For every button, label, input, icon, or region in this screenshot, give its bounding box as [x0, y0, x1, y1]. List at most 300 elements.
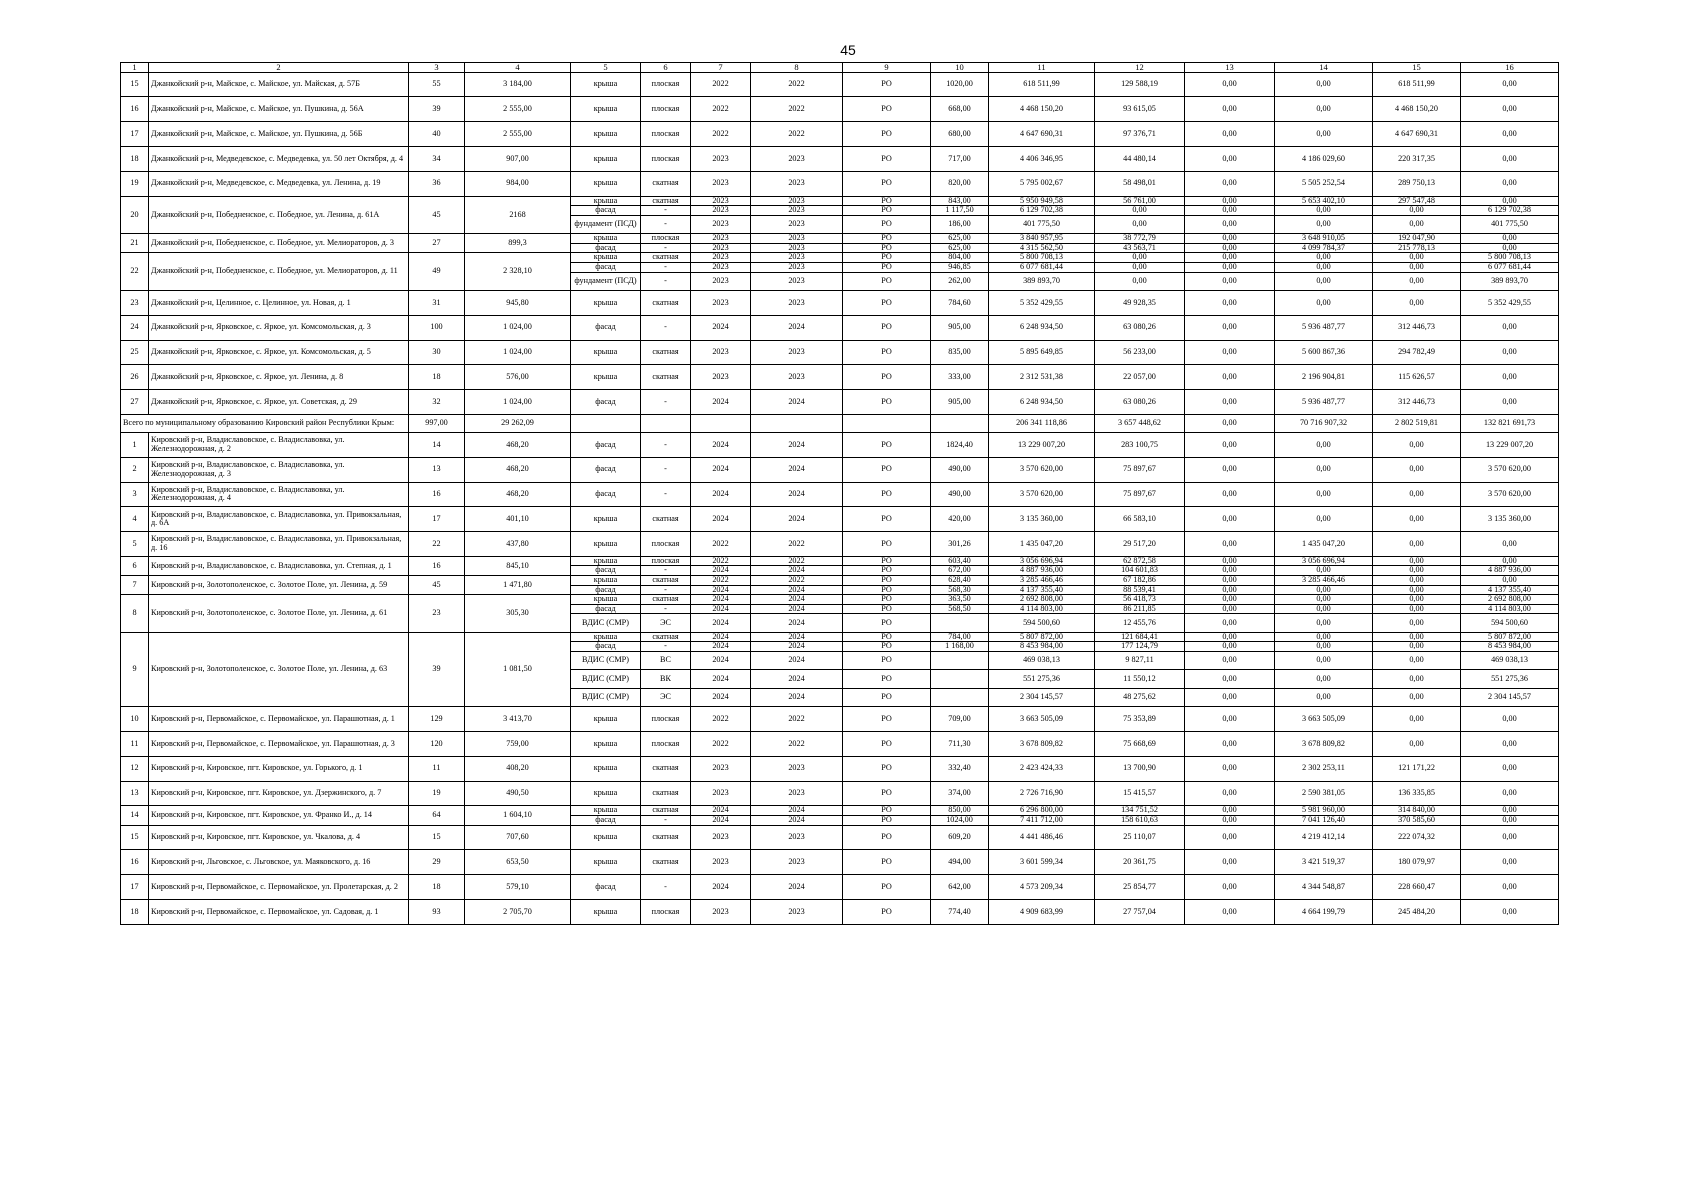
col-14-value: 0,00: [1275, 632, 1373, 642]
table-row: [121, 576, 1559, 586]
cost-total: 6 077 681,44: [989, 262, 1095, 272]
table-row: [121, 365, 1559, 390]
row-number: 2: [121, 457, 149, 482]
address-cell: Кировский р-н, Кировское, пгт. Кировское, ул. Франко И., д. 14: [149, 806, 409, 825]
year-end: 2024: [751, 566, 843, 576]
col-15-value: 0,00: [1373, 670, 1461, 688]
address-cell: Кировский р-н, Золотополенское, с. Золотое Поле, ул. Ленина, д. 59: [149, 576, 409, 595]
cost-per-unit: 283 100,75: [1095, 432, 1185, 457]
work-type: крыша: [571, 595, 641, 605]
col-15-value: 180 079,97: [1373, 850, 1461, 875]
work-type: крыша: [571, 781, 641, 806]
apartments-count: 18: [409, 365, 465, 390]
cost-total: 4 315 562,50: [989, 243, 1095, 253]
volume: 820,00: [931, 171, 989, 196]
address-cell: Кировский р-н, Владиславовское, с. Владиславовка, ул. Железнодорожная, д. 2: [149, 432, 409, 457]
address-cell: Джанкойский р-н, Ярковское, с. Яркое, ул. Советская, д. 29: [149, 390, 409, 415]
cost-total: 6 248 934,50: [989, 390, 1095, 415]
year-start: 2022: [691, 707, 751, 732]
work-subtype: скатная: [641, 196, 691, 206]
total-area: 984,00: [465, 171, 571, 196]
col-15-value: 0,00: [1373, 604, 1461, 614]
apartments-count: 34: [409, 146, 465, 171]
volume: 717,00: [931, 146, 989, 171]
column-number-5: 5: [571, 63, 641, 73]
col-15-value: 297 547,48: [1373, 196, 1461, 206]
col-15-value: 289 750,13: [1373, 171, 1461, 196]
year-start: 2024: [691, 432, 751, 457]
work-subtype: скатная: [641, 850, 691, 875]
row-number: 6: [121, 556, 149, 575]
col-15-value: 0,00: [1373, 432, 1461, 457]
row-number: 13: [121, 781, 149, 806]
cost-per-unit: 56 418,73: [1095, 595, 1185, 605]
volume: 642,00: [931, 875, 989, 900]
apartments-count: 16: [409, 482, 465, 507]
total-area: 468,20: [465, 482, 571, 507]
column-number-2: 2: [149, 63, 409, 73]
work-subtype: -: [641, 432, 691, 457]
cost-per-unit: 104 601,83: [1095, 566, 1185, 576]
volume: 946,85: [931, 262, 989, 272]
cost-total: 5 352 429,55: [989, 290, 1095, 315]
executor: РО: [843, 97, 931, 122]
col-14-value: 0,00: [1275, 253, 1373, 263]
table-row: [121, 875, 1559, 900]
row-number: 15: [121, 825, 149, 850]
col-16-value: 3 570 620,00: [1461, 457, 1559, 482]
year-end: 2023: [751, 196, 843, 206]
volume: 668,00: [931, 97, 989, 122]
col-13-value: 0,00: [1185, 781, 1275, 806]
table-row: [121, 595, 1559, 605]
year-start: 2023: [691, 206, 751, 216]
year-start: 2024: [691, 566, 751, 576]
cost-per-unit: 12 455,76: [1095, 614, 1185, 632]
col-13-value: 0,00: [1185, 507, 1275, 532]
executor: РО: [843, 806, 931, 816]
year-start: 2023: [691, 899, 751, 924]
year-end: 2024: [751, 595, 843, 605]
year-start: 2023: [691, 215, 751, 233]
col-15-value: 312 446,73: [1373, 315, 1461, 340]
col-16-value: 0,00: [1461, 234, 1559, 244]
work-type: крыша: [571, 365, 641, 390]
total-area: 3 413,70: [465, 707, 571, 732]
col-14-value: 4 099 784,37: [1275, 243, 1373, 253]
work-subtype: скатная: [641, 290, 691, 315]
column-number-9: 9: [843, 63, 931, 73]
address-cell: Джанкойский р-н, Майское, с. Майское, ул. Майская, д. 57Б: [149, 72, 409, 97]
apartments-count: 39: [409, 97, 465, 122]
work-type: крыша: [571, 806, 641, 816]
executor: РО: [843, 815, 931, 825]
col-16-value: 0,00: [1461, 806, 1559, 816]
apartments-count: 120: [409, 732, 465, 757]
col-13-value: 0,00: [1185, 482, 1275, 507]
volume: 835,00: [931, 340, 989, 365]
cost-per-unit: 49 928,35: [1095, 290, 1185, 315]
address-cell: Джанкойский р-н, Ярковское, с. Яркое, ул. Комсомольская, д. 5: [149, 340, 409, 365]
executor: РО: [843, 875, 931, 900]
col-15-value: 0,00: [1373, 532, 1461, 557]
col-14-value: 0,00: [1275, 215, 1373, 233]
table-row: [121, 556, 1559, 566]
column-number-8: 8: [751, 63, 843, 73]
table-row: [121, 122, 1559, 147]
col-16-value: 469 038,13: [1461, 652, 1559, 670]
year-end: 2023: [751, 756, 843, 781]
executor: РО: [843, 576, 931, 586]
year-end: 2022: [751, 532, 843, 557]
apartments-count: 11: [409, 756, 465, 781]
work-subtype: -: [641, 482, 691, 507]
executor: РО: [843, 390, 931, 415]
table-row: [121, 196, 1559, 206]
table-row: [121, 315, 1559, 340]
year-end: 2023: [751, 272, 843, 290]
col-13-value: 0,00: [1185, 272, 1275, 290]
col-14-value: 3 648 910,05: [1275, 234, 1373, 244]
year-end: 2022: [751, 556, 843, 566]
address-cell: Кировский р-н, Первомайское, с. Первомайское, ул. Парашютная, д. 3: [149, 732, 409, 757]
volume: [931, 614, 989, 632]
col-13-value: 0,00: [1185, 146, 1275, 171]
col-13-value: 0,00: [1185, 234, 1275, 244]
col-14-value: 0,00: [1275, 457, 1373, 482]
executor: РО: [843, 146, 931, 171]
executor: РО: [843, 243, 931, 253]
cost-total: 2 692 808,00: [989, 595, 1095, 605]
row-number: 12: [121, 756, 149, 781]
year-start: 2023: [691, 253, 751, 263]
year-start: 2024: [691, 482, 751, 507]
address-cell: Джанкойский р-н, Ярковское, с. Яркое, ул. Комсомольская, д. 3: [149, 315, 409, 340]
column-number-7: 7: [691, 63, 751, 73]
column-number-16: 16: [1461, 63, 1559, 73]
col-16-value: 0,00: [1461, 850, 1559, 875]
col-14-value: 2 196 904,81: [1275, 365, 1373, 390]
col-14-value: 0,00: [1275, 290, 1373, 315]
table-row: [121, 340, 1559, 365]
col-16-value: 5 807 872,00: [1461, 632, 1559, 642]
total-area: 2 555,00: [465, 122, 571, 147]
cost-total: 594 500,60: [989, 614, 1095, 632]
cost-per-unit: 48 275,62: [1095, 688, 1185, 706]
table-row: [121, 756, 1559, 781]
col-13-value: 0,00: [1185, 556, 1275, 566]
col-14-value: 0,00: [1275, 272, 1373, 290]
table-row: [121, 171, 1559, 196]
col-14-value: 5 936 487,77: [1275, 315, 1373, 340]
address-cell: Кировский р-н, Первомайское, с. Первомайское, ул. Пролетарская, д. 2: [149, 875, 409, 900]
year-end: 2024: [751, 604, 843, 614]
apartments-count: 93: [409, 899, 465, 924]
column-number-15: 15: [1373, 63, 1461, 73]
col-14-value: 0,00: [1275, 482, 1373, 507]
cost-total: 2 726 716,90: [989, 781, 1095, 806]
volume: 625,00: [931, 243, 989, 253]
table-row: [121, 632, 1559, 642]
col-13-value: 0,00: [1185, 642, 1275, 652]
year-start: 2023: [691, 196, 751, 206]
col-16-value: 551 275,36: [1461, 670, 1559, 688]
executor: РО: [843, 670, 931, 688]
total-area: 1 024,00: [465, 390, 571, 415]
total-area: 305,30: [465, 595, 571, 633]
year-end: 2024: [751, 875, 843, 900]
col-13-value: 0,00: [1185, 315, 1275, 340]
total-area: 653,50: [465, 850, 571, 875]
total-area: 468,20: [465, 432, 571, 457]
table-row: [121, 457, 1559, 482]
year-start: 2023: [691, 146, 751, 171]
work-subtype: скатная: [641, 340, 691, 365]
col-14-value: 0,00: [1275, 566, 1373, 576]
volume: 784,00: [931, 632, 989, 642]
volume: 628,40: [931, 576, 989, 586]
cost-per-unit: 66 583,10: [1095, 507, 1185, 532]
row-number: 18: [121, 899, 149, 924]
col-16-value: 0,00: [1461, 146, 1559, 171]
col-13-value: 0,00: [1185, 595, 1275, 605]
table-row: [121, 146, 1559, 171]
work-subtype: -: [641, 642, 691, 652]
work-type: фасад: [571, 315, 641, 340]
apartments-count: 39: [409, 632, 465, 706]
table-row: [121, 97, 1559, 122]
cost-total: 5 807 872,00: [989, 632, 1095, 642]
cost-per-unit: 177 124,79: [1095, 642, 1185, 652]
work-subtype: скатная: [641, 825, 691, 850]
col-16-value: 0,00: [1461, 340, 1559, 365]
year-start: 2024: [691, 585, 751, 595]
apartments-count: 17: [409, 507, 465, 532]
col-16-value: 594 500,60: [1461, 614, 1559, 632]
volume: 680,00: [931, 122, 989, 147]
cost-per-unit: 129 588,19: [1095, 72, 1185, 97]
apartments-count: 15: [409, 825, 465, 850]
total-area: 1 024,00: [465, 340, 571, 365]
col-15-value: 312 446,73: [1373, 390, 1461, 415]
col-15-value: 192 047,90: [1373, 234, 1461, 244]
cost-total: 7 411 712,00: [989, 815, 1095, 825]
total-area: 576,00: [465, 365, 571, 390]
executor: РО: [843, 365, 931, 390]
cost-per-unit: 56 233,00: [1095, 340, 1185, 365]
apartments-count: 64: [409, 806, 465, 825]
col-14-value: 5 981 960,00: [1275, 806, 1373, 816]
executor: РО: [843, 262, 931, 272]
total-empty-6: [641, 414, 691, 432]
work-type: фундамент (ПСД): [571, 272, 641, 290]
col-13-value: 0,00: [1185, 652, 1275, 670]
col-16-value: 0,00: [1461, 815, 1559, 825]
col-13-value: 0,00: [1185, 732, 1275, 757]
col-16-value: 0,00: [1461, 97, 1559, 122]
cost-per-unit: 88 539,41: [1095, 585, 1185, 595]
work-subtype: плоская: [641, 97, 691, 122]
cost-per-unit: 44 480,14: [1095, 146, 1185, 171]
year-start: 2024: [691, 632, 751, 642]
col-13-value: 0,00: [1185, 290, 1275, 315]
work-type: крыша: [571, 290, 641, 315]
executor: РО: [843, 732, 931, 757]
col-13-value: 0,00: [1185, 707, 1275, 732]
work-type: крыша: [571, 556, 641, 566]
year-end: 2024: [751, 585, 843, 595]
year-start: 2024: [691, 595, 751, 605]
total-area: 907,00: [465, 146, 571, 171]
total-area: 579,10: [465, 875, 571, 900]
executor: РО: [843, 482, 931, 507]
year-end: 2023: [751, 850, 843, 875]
address-cell: Кировский р-н, Золотополенское, с. Золотое Поле, ул. Ленина, д. 61: [149, 595, 409, 633]
work-type: фасад: [571, 206, 641, 216]
cost-per-unit: 0,00: [1095, 253, 1185, 263]
cost-total: 4 573 209,34: [989, 875, 1095, 900]
volume: 609,20: [931, 825, 989, 850]
total-area: 2 328,10: [465, 253, 571, 291]
work-subtype: скатная: [641, 253, 691, 263]
col-13-value: 0,00: [1185, 432, 1275, 457]
col-14-value: 0,00: [1275, 262, 1373, 272]
year-start: 2023: [691, 756, 751, 781]
work-subtype: скатная: [641, 365, 691, 390]
year-end: 2024: [751, 642, 843, 652]
apartments-count: 49: [409, 253, 465, 291]
total-area: 437,80: [465, 532, 571, 557]
row-number: 16: [121, 97, 149, 122]
col-13-value: 0,00: [1185, 688, 1275, 706]
total-col-16: 132 821 691,73: [1461, 414, 1559, 432]
executor: РО: [843, 825, 931, 850]
executor: РО: [843, 781, 931, 806]
col-15-value: 314 840,00: [1373, 806, 1461, 816]
col-15-value: 0,00: [1373, 642, 1461, 652]
work-type: крыша: [571, 196, 641, 206]
col-14-value: 4 219 412,14: [1275, 825, 1373, 850]
total-area: 2 555,00: [465, 97, 571, 122]
row-number: 16: [121, 850, 149, 875]
col-13-value: 0,00: [1185, 875, 1275, 900]
work-type: фасад: [571, 482, 641, 507]
volume: 774,40: [931, 899, 989, 924]
year-start: 2022: [691, 72, 751, 97]
executor: РО: [843, 642, 931, 652]
col-15-value: 0,00: [1373, 262, 1461, 272]
volume: 494,00: [931, 850, 989, 875]
cost-per-unit: 58 498,01: [1095, 171, 1185, 196]
work-subtype: скатная: [641, 806, 691, 816]
total-empty-7: [691, 414, 751, 432]
column-number-13: 13: [1185, 63, 1275, 73]
year-end: 2024: [751, 815, 843, 825]
year-start: 2022: [691, 576, 751, 586]
year-end: 2024: [751, 652, 843, 670]
total-label: Всего по муниципальному образованию Кировский район Республики Крым:: [121, 414, 409, 432]
year-end: 2023: [751, 340, 843, 365]
col-16-value: 0,00: [1461, 732, 1559, 757]
year-end: 2024: [751, 432, 843, 457]
executor: РО: [843, 290, 931, 315]
executor: РО: [843, 272, 931, 290]
executor: РО: [843, 585, 931, 595]
year-start: 2024: [691, 688, 751, 706]
work-type: фасад: [571, 457, 641, 482]
cost-total: 4 137 355,40: [989, 585, 1095, 595]
col-15-value: 215 778,13: [1373, 243, 1461, 253]
col-15-value: 0,00: [1373, 253, 1461, 263]
year-end: 2022: [751, 97, 843, 122]
col-14-value: 3 421 519,37: [1275, 850, 1373, 875]
col-14-value: 0,00: [1275, 688, 1373, 706]
apartments-count: 14: [409, 432, 465, 457]
col-13-value: 0,00: [1185, 532, 1275, 557]
year-start: 2023: [691, 850, 751, 875]
cost-total: 4 114 803,00: [989, 604, 1095, 614]
volume: [931, 652, 989, 670]
col-15-value: 4 647 690,31: [1373, 122, 1461, 147]
cost-total: 4 441 486,46: [989, 825, 1095, 850]
volume: 1 168,00: [931, 642, 989, 652]
col-13-value: 0,00: [1185, 365, 1275, 390]
cost-total: 5 950 949,58: [989, 196, 1095, 206]
cost-total: 551 275,36: [989, 670, 1095, 688]
address-cell: Кировский р-н, Кировское, пгт. Кировское, ул. Чкалова, д. 4: [149, 825, 409, 850]
work-subtype: плоская: [641, 732, 691, 757]
year-start: 2022: [691, 122, 751, 147]
address-cell: Кировский р-н, Первомайское, с. Первомайское, ул. Парашютная, д. 1: [149, 707, 409, 732]
column-number-12: 12: [1095, 63, 1185, 73]
work-subtype: скатная: [641, 632, 691, 642]
col-13-value: 0,00: [1185, 196, 1275, 206]
address-cell: Кировский р-н, Владиславовское, с. Владиславовка, ул. Железнодорожная, д. 3: [149, 457, 409, 482]
work-type: крыша: [571, 707, 641, 732]
col-15-value: 4 468 150,20: [1373, 97, 1461, 122]
executor: РО: [843, 688, 931, 706]
cost-per-unit: 11 550,12: [1095, 670, 1185, 688]
col-14-value: 4 664 199,79: [1275, 899, 1373, 924]
volume: 301,26: [931, 532, 989, 557]
year-start: 2024: [691, 806, 751, 816]
column-number-10: 10: [931, 63, 989, 73]
work-subtype: -: [641, 272, 691, 290]
address-cell: Джанкойский р-н, Медведевское, с. Медведевка, ул. 50 лет Октября, д. 4: [149, 146, 409, 171]
col-16-value: 2 304 145,57: [1461, 688, 1559, 706]
work-subtype: -: [641, 262, 691, 272]
col-14-value: 3 285 466,46: [1275, 576, 1373, 586]
year-end: 2022: [751, 72, 843, 97]
address-cell: Джанкойский р-н, Целинное, с. Целинное, ул. Новая, д. 1: [149, 290, 409, 315]
cost-total: 6 248 934,50: [989, 315, 1095, 340]
year-start: 2023: [691, 272, 751, 290]
year-end: 2024: [751, 315, 843, 340]
column-number-3: 3: [409, 63, 465, 73]
col-16-value: 0,00: [1461, 365, 1559, 390]
col-16-value: 0,00: [1461, 556, 1559, 566]
year-end: 2023: [751, 234, 843, 244]
cost-per-unit: 121 684,41: [1095, 632, 1185, 642]
col-13-value: 0,00: [1185, 253, 1275, 263]
cost-per-unit: 29 517,20: [1095, 532, 1185, 557]
row-number: 11: [121, 732, 149, 757]
volume: 1 117,50: [931, 206, 989, 216]
col-15-value: 0,00: [1373, 457, 1461, 482]
table-row: [121, 732, 1559, 757]
work-subtype: -: [641, 315, 691, 340]
total-col-12: 3 657 448,62: [1095, 414, 1185, 432]
